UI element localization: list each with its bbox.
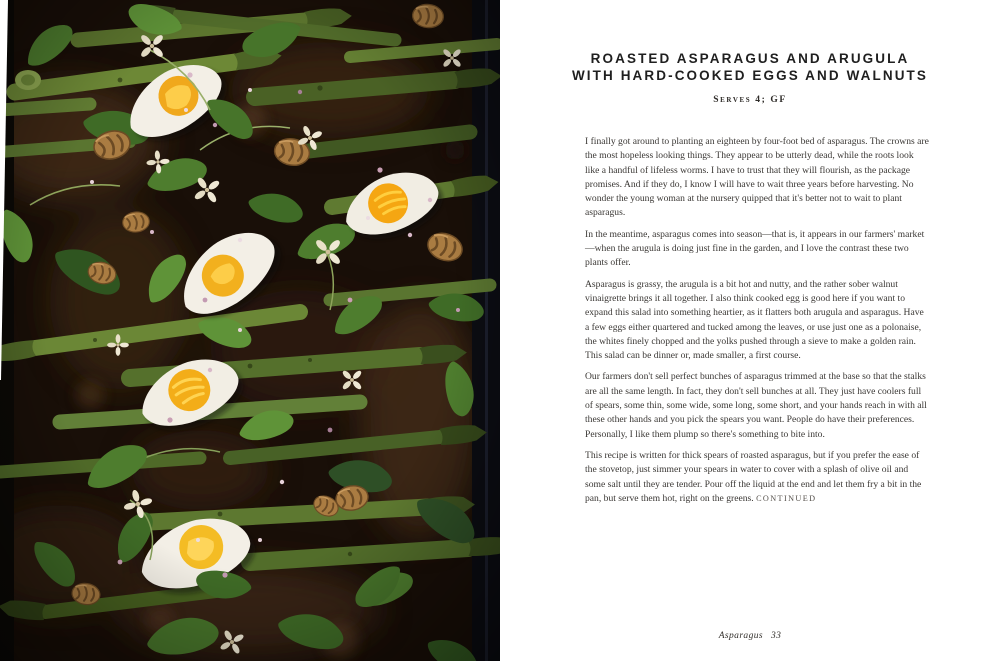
page-folio: [500, 631, 1000, 641]
body-paragraph: In the meantime, asparagus comes into season—that is, it appears in our farmers' market—when the arugula is doing just fine in the garden, and I love the contrast these two plants offer.: [585, 228, 925, 269]
body-paragraph: Asparagus is grassy, the arugula is a bit hot and nutty, and the rather sober walnut vinaigrette brings it all together. I also think cooked egg is good here if you want to expand this salad into something heartier, as it flatters both arugula and asparagus. Have a few eggs either quartered and tucked among the leaves, or use just one as a polonaise, the whites finely chopped and the yolks pushed through a sieve to make a golden rain. This salad can be dinner or, made smaller, a first course.: [585, 278, 924, 362]
recipe-title-line2: WITH HARD-COOKED EGGS AND WALNUTS: [571, 68, 929, 83]
continued-label: CONTINUED: [756, 493, 817, 503]
recipe-page: [500, 0, 1000, 661]
body-paragraph: I finally got around to planting an eighteen by four-foot bed of asparagus. The crowns are the most hopeless looking things. They appear to be utterly dead, while the roots look like a handful of lifeless worms. I have to trust that they will flourish, as the package promises. And if they do, I know I will have to wait three years before harvesting. No wonder the young woman at the nursery quipped that it's better not to wait to plant asparagus.: [585, 136, 929, 219]
recipe-title: [526, 50, 974, 84]
recipe-title-line1: ROASTED ASPARAGUS AND ARUGULA: [590, 51, 910, 66]
serves-note: Serves 4; GF: [713, 95, 787, 105]
body-paragraph: [585, 449, 930, 506]
chapter-name: Asparagus: [718, 631, 763, 641]
page-number: 33: [770, 631, 782, 641]
body-paragraph-text: This recipe is written for thick spears of roasted asparagus, but if you prefer the ease of the stovetop, just simmer your spears in water to cover with a splash of olive oil and some salt until they are tender. Pour off the liquid at the end and let them fry a bit in the pan, but serve them hot, right on the greens.: [585, 449, 922, 504]
body-paragraph: Our farmers don't sell perfect bunches of asparagus trimmed at the base so that the stalks are all the same length. In fact, they don't sell bunches at all. They just have coolers full of spears, some thin, some wide, some long, some short, and your hands reach in with all these other hands and you pick the spears you want. People do have their preferences. Personally, I like them plump so there's something to bite into.: [585, 371, 927, 440]
recipe-headnote: [585, 135, 930, 506]
